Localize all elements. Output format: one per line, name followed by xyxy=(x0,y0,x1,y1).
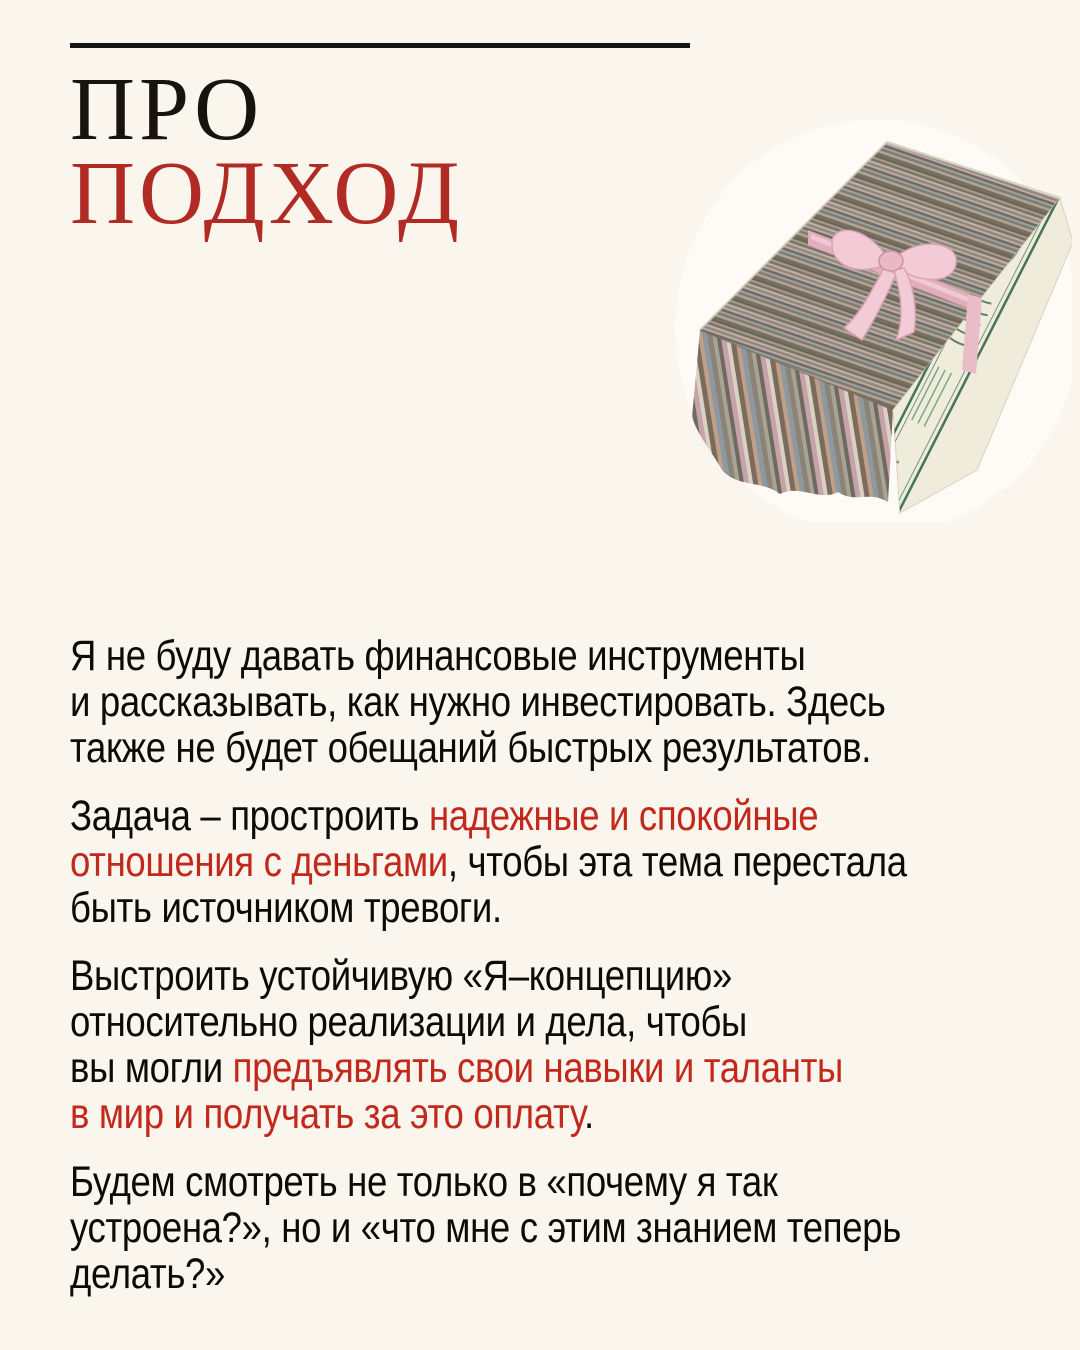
text-segment: . xyxy=(584,1090,594,1138)
text-segment: Я не буду давать финансовые инструменты xyxy=(70,632,806,680)
paragraph xyxy=(70,1159,946,1297)
text-segment: вы могли xyxy=(70,1044,233,1092)
text-segment: и рассказывать, как нужно инвестировать. Здесь xyxy=(70,678,886,726)
accent-text-segment: предъявлять свои навыки и таланты xyxy=(232,1044,843,1092)
money-stack-image xyxy=(672,112,1072,522)
page-title xyxy=(70,60,464,243)
money-stack-illustration xyxy=(672,112,1072,522)
paragraph xyxy=(70,793,946,931)
text-segment: быть источником тревоги. xyxy=(70,884,502,932)
text-segment: также не будет обещаний быстрых результатов. xyxy=(70,724,872,772)
text-segment: относительно реализации и дела, чтобы xyxy=(70,998,747,1046)
body-text xyxy=(70,633,946,1319)
paragraph xyxy=(70,633,946,771)
text-segment: Задача – простроить xyxy=(70,792,429,840)
title-line-1: ПРО xyxy=(70,60,264,159)
accent-text-segment: в мир и получать за это оплату xyxy=(70,1090,585,1138)
text-segment: устроена?», но и «что мне с этим знанием теперь xyxy=(70,1204,901,1252)
text-segment: , чтобы эта тема перестала xyxy=(447,838,907,886)
accent-text-segment: надежные и спокойные xyxy=(428,792,819,840)
text-segment: делать?» xyxy=(70,1250,226,1298)
accent-text-segment: отношения с деньгами xyxy=(70,838,448,886)
paragraph xyxy=(70,953,946,1137)
title-divider xyxy=(70,43,690,48)
text-segment: Будем смотреть не только в «почему я так xyxy=(70,1158,778,1206)
text-segment: Выстроить устойчивую «Я–концепцию» xyxy=(70,952,732,1000)
title-line-2: ПОДХОД xyxy=(70,144,464,243)
